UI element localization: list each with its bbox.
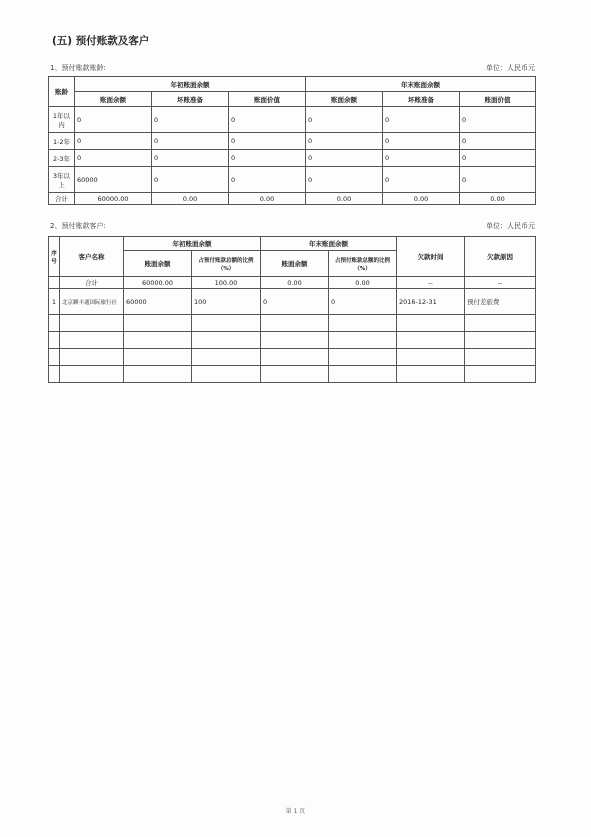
value-cell: 0 [229, 107, 306, 133]
value-cell: 0 [383, 150, 460, 167]
value-cell: 0 [152, 133, 229, 150]
value-cell: 0 [383, 167, 460, 193]
total-cell: 0.00 [383, 193, 460, 205]
value-cell: 0 [152, 107, 229, 133]
value-cell: 0 [383, 107, 460, 133]
value-cell: 0 [261, 289, 329, 315]
total-label: 合计 [49, 193, 75, 205]
value-cell: 60000 [75, 167, 152, 193]
end-balance-header: 年末账面余额 [261, 237, 397, 251]
value-cell: 0 [460, 107, 536, 133]
value-cell: 0 [460, 133, 536, 150]
value-cell: 60000 [124, 289, 192, 315]
section-title: (五) 预付账款及客户 [52, 35, 150, 47]
col-book-balance: 账面余额 [75, 92, 152, 107]
total-cell: 0.00 [306, 193, 383, 205]
value-cell: 0 [229, 150, 306, 167]
value-cell: 0 [306, 167, 383, 193]
value-cell: 0 [152, 150, 229, 167]
col-ratio: 占预付账款总额的比例（%） [329, 251, 397, 277]
age-cell: 2-3年 [49, 150, 75, 167]
total-cell: 60000.00 [75, 193, 152, 205]
value-cell: 0 [75, 133, 152, 150]
col-book-balance: 账面余额 [306, 92, 383, 107]
empty-row [49, 332, 536, 349]
total-cell: 60000.00 [124, 277, 192, 289]
total-cell: 0.00 [329, 277, 397, 289]
seq-header: 序号 [49, 237, 60, 277]
table2-unit: 单位：人民币元 [486, 222, 535, 230]
value-cell: 预付差旅费 [465, 289, 536, 315]
table-row [49, 289, 536, 315]
page-number: 第 1 页 [285, 808, 306, 815]
end-balance-header: 年末账面余额 [306, 77, 536, 92]
col-book-value: 账面价值 [460, 92, 536, 107]
age-cell: 1-2年 [49, 133, 75, 150]
value-cell: 0 [229, 133, 306, 150]
value-cell: 0 [383, 133, 460, 150]
empty-row [49, 315, 536, 332]
total-row [49, 193, 536, 205]
table-row [49, 150, 536, 167]
value-cell: 0 [306, 150, 383, 167]
value-cell: 100 [192, 289, 261, 315]
total-cell: 100.00 [192, 277, 261, 289]
age-header: 账龄 [49, 77, 75, 107]
value-cell: 0 [75, 150, 152, 167]
table-row [49, 107, 536, 133]
total-cell: -- [465, 277, 536, 289]
col-book-balance: 账面余额 [124, 251, 192, 277]
customer-name-cell: 北京麒丰通国际旅行社 [60, 289, 124, 315]
col-book-balance: 账面余额 [261, 251, 329, 277]
total-cell: 0.00 [460, 193, 536, 205]
col-ratio: 占预付账款总额的比例（%） [192, 251, 261, 277]
total-cell: -- [397, 277, 465, 289]
arrears-date-header: 欠款时间 [397, 237, 465, 277]
table-row [49, 167, 536, 193]
begin-balance-header: 年初账面余额 [75, 77, 306, 92]
value-cell: 0 [306, 133, 383, 150]
value-cell: 0 [75, 107, 152, 133]
total-cell: 0.00 [229, 193, 306, 205]
value-cell: 0 [329, 289, 397, 315]
col-bad-debt: 坏账准备 [383, 92, 460, 107]
table1-caption: 1、预付账款账龄: [50, 64, 106, 72]
total-label: 合计 [60, 277, 124, 289]
table1-unit: 单位：人民币元 [486, 64, 535, 72]
empty-row [49, 349, 536, 366]
seq-cell: 1 [49, 289, 60, 315]
customer-table [48, 236, 536, 383]
total-row [49, 277, 536, 289]
age-cell: 1年以内 [49, 107, 75, 133]
age-cell: 3年以上 [49, 167, 75, 193]
table2-caption: 2、预付账款客户: [50, 222, 106, 230]
aging-table [48, 76, 536, 205]
value-cell: 0 [460, 150, 536, 167]
begin-balance-header: 年初账面余额 [124, 237, 261, 251]
value-cell: 0 [152, 167, 229, 193]
value-cell: 2016-12-31 [397, 289, 465, 315]
col-book-value: 账面价值 [229, 92, 306, 107]
col-bad-debt: 坏账准备 [152, 92, 229, 107]
table-row [49, 133, 536, 150]
value-cell: 0 [306, 107, 383, 133]
empty-row [49, 366, 536, 383]
arrears-reason-header: 欠款原因 [465, 237, 536, 277]
value-cell: 0 [460, 167, 536, 193]
total-cell: 0.00 [152, 193, 229, 205]
customer-name-header: 客户名称 [60, 237, 124, 277]
value-cell: 0 [229, 167, 306, 193]
total-cell: 0.00 [261, 277, 329, 289]
